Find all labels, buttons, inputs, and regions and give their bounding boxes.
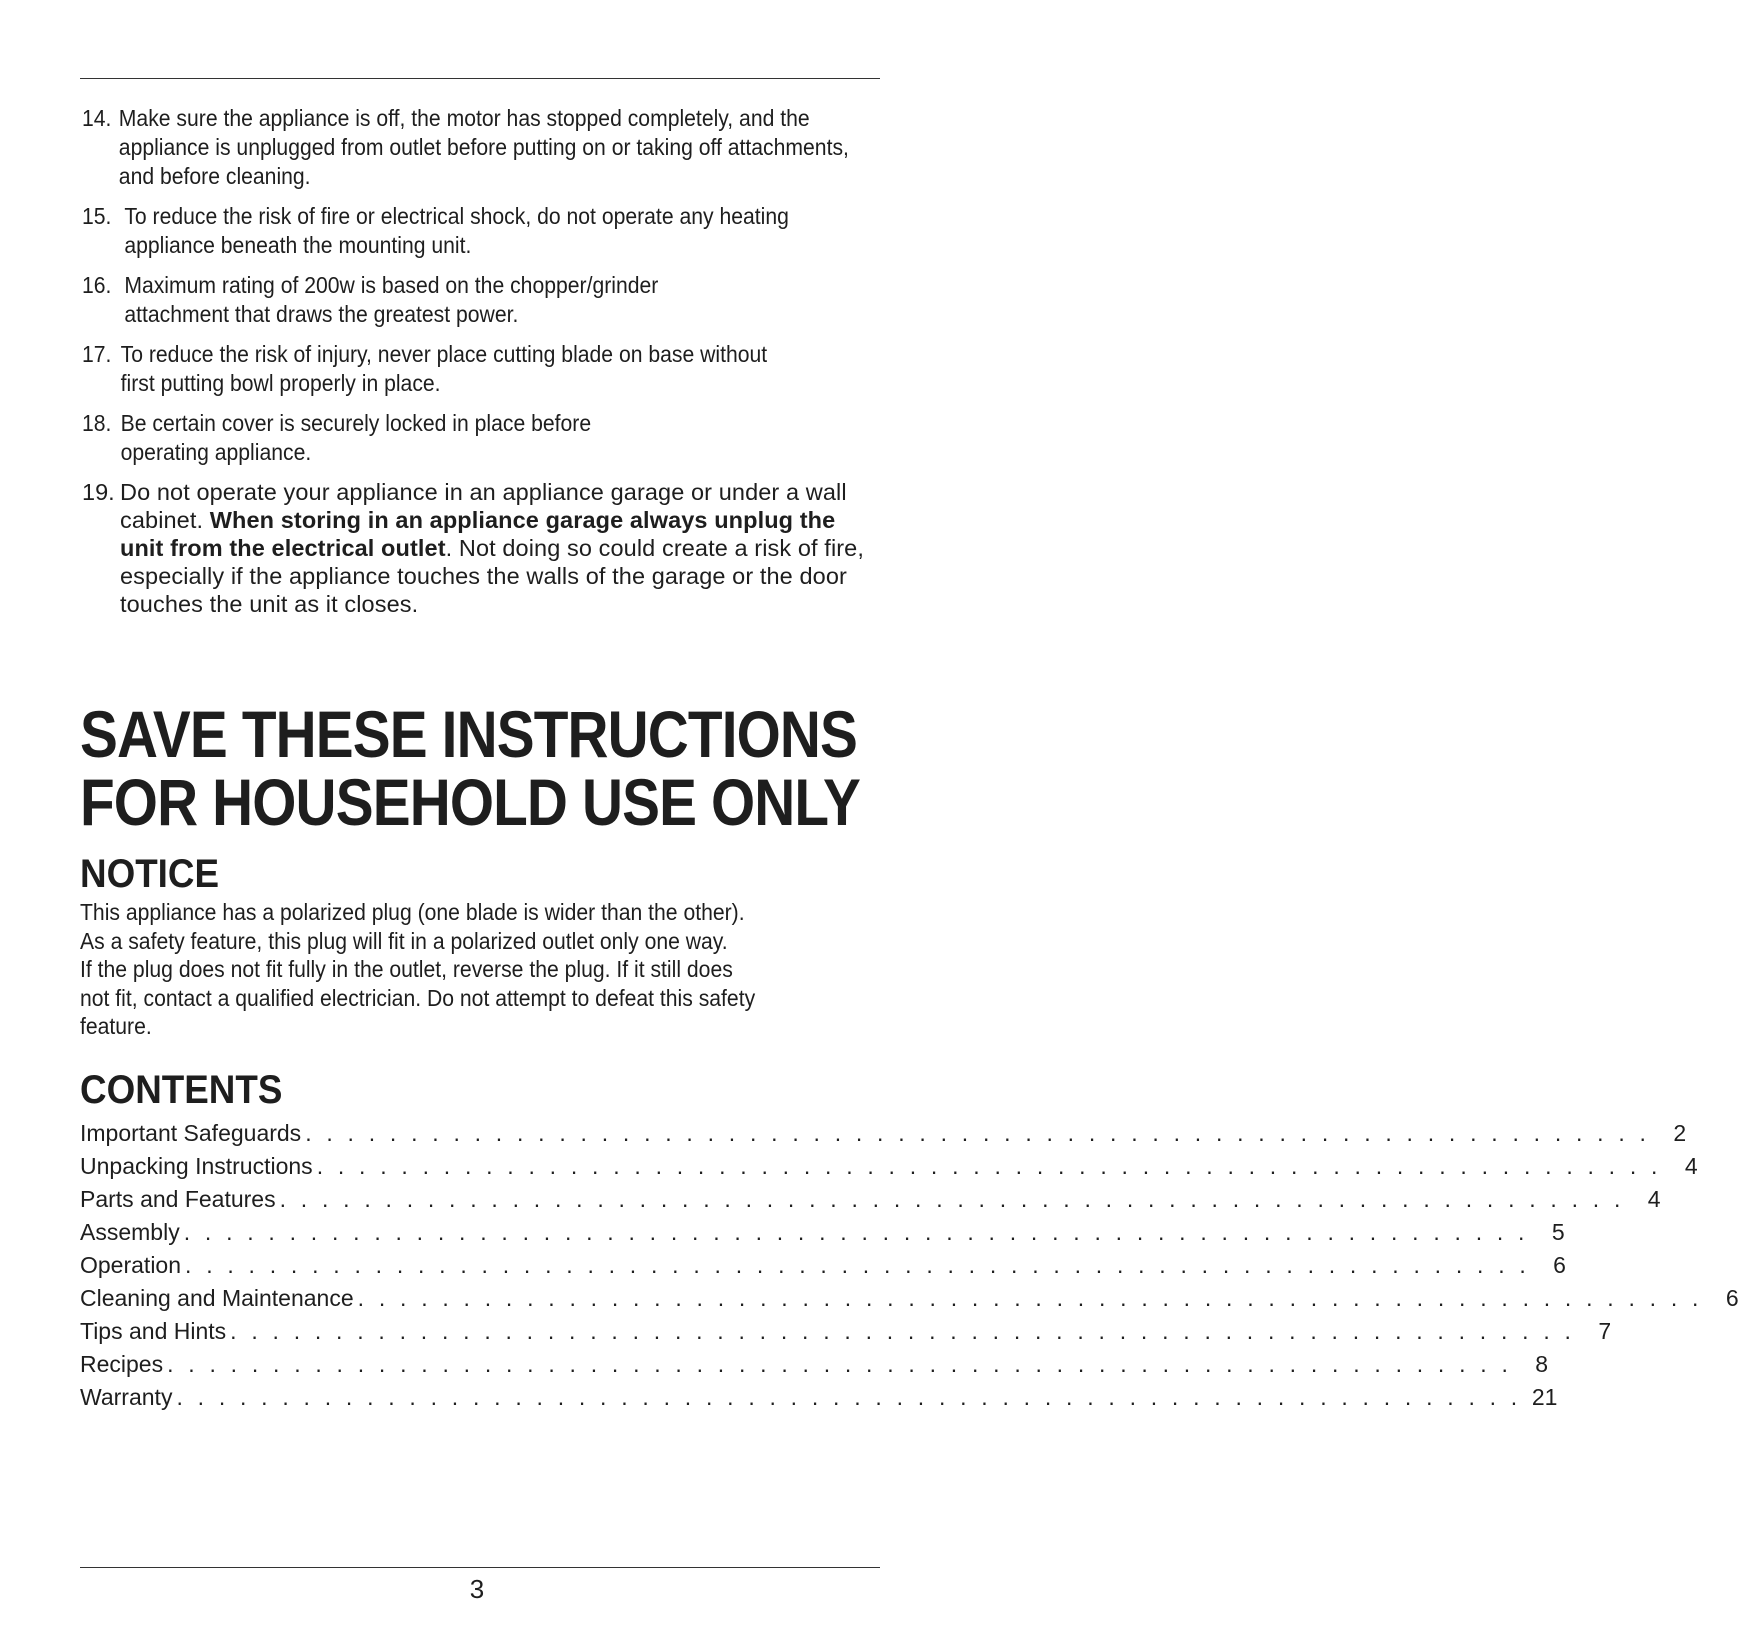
toc-label: Parts and Features — [80, 1186, 276, 1212]
toc-label: Warranty — [80, 1384, 173, 1410]
toc-page-number: 8 — [1535, 1351, 1549, 1377]
item-number: 19. — [82, 479, 115, 505]
notice-line: As a safety feature, this plug will fit in a polarized outlet only one way. — [80, 927, 728, 954]
toc-label: Unpacking Instructions — [80, 1153, 313, 1179]
toc-page-number: 2 — [1673, 1120, 1687, 1146]
item-text-tail: . Not doing so could create a risk of fire, especially if the appliance touches the walls of the garage or the door touches the unit as it closes. — [120, 535, 864, 617]
page-number: 3 — [469, 1574, 485, 1604]
toc-leader-dots: . . . . . . . . . . . . . . . . . . . . . . . . . . . . . . . . . . . . . . . . . . . . . . . . . . . . . . . . . . . . . . . . — [357, 1285, 1703, 1311]
item-text-lead: Do not operate your appliance in an appliance garage or under a wall cabinet. — [120, 479, 847, 533]
item-text: Maximum rating of 200w is based on the chopper/grinder attachment that draws the greatest power. — [124, 272, 659, 327]
item-text: Make sure the appliance is off, the motor has stopped completely, and the appliance is unplugged from outlet before putting on or taking off attachments, and before cleaning. — [118, 105, 849, 189]
safeguard-item-19 — [82, 478, 872, 618]
item-text — [120, 478, 872, 618]
toc-label: Assembly — [80, 1219, 180, 1245]
item-text-bold-warning: When storing in an appliance garage always unplug the unit from the electrical outlet — [120, 507, 836, 561]
top-divider — [80, 78, 880, 79]
table-of-contents — [80, 1117, 1739, 1414]
toc-leader-dots: . . . . . . . . . . . . . . . . . . . . . . . . . . . . . . . . . . . . . . . . . . . . . . . . . . . . . . . . . . . . . . . . — [185, 1252, 1530, 1278]
safeguard-item-18 — [82, 409, 882, 467]
toc-label: Operation — [80, 1252, 182, 1278]
notice-line: If the plug does not fit fully in the outlet, reverse the plug. If it still does — [80, 956, 733, 982]
notice-heading: NOTICE — [80, 852, 220, 896]
safeguard-item-14 — [82, 104, 882, 191]
toc-label: Cleaning and Maintenance — [80, 1285, 354, 1311]
toc-page-number: 4 — [1684, 1153, 1698, 1179]
toc-entry-cleaning-and-maintenance[interactable] — [80, 1282, 1739, 1315]
item-number: 17. — [82, 341, 112, 367]
toc-entry-operation[interactable] — [80, 1249, 1566, 1282]
toc-leader-dots: . . . . . . . . . . . . . . . . . . . . . . . . . . . . . . . . . . . . . . . . . . . . . . . . . . . . . . . . . . . . . . . . — [176, 1384, 1522, 1410]
toc-leader-dots: . . . . . . . . . . . . . . . . . . . . . . . . . . . . . . . . . . . . . . . . . . . . . . . . . . . . . . . . . . . . . . . . — [230, 1318, 1576, 1344]
toc-entry-parts-and-features[interactable] — [80, 1183, 1661, 1216]
item-number: 18. — [82, 410, 112, 436]
item-text: Be certain cover is securely locked in place before operating appliance. — [120, 410, 592, 465]
save-heading-line-1: SAVE THESE INSTRUCTIONS — [80, 697, 858, 771]
toc-leader-dots: . . . . . . . . . . . . . . . . . . . . . . . . . . . . . . . . . . . . . . . . . . . . . . . . . . . . . . . . . . . . . . . . — [167, 1351, 1513, 1377]
save-heading-line-2: FOR HOUSEHOLD USE ONLY — [80, 765, 861, 839]
toc-entry-tips-and-hints[interactable] — [80, 1315, 1612, 1348]
safeguards-list — [82, 104, 882, 629]
safeguard-item-17 — [82, 340, 882, 398]
toc-page-number: 6 — [1725, 1285, 1739, 1311]
toc-leader-dots: . . . . . . . . . . . . . . . . . . . . . . . . . . . . . . . . . . . . . . . . . . . . . . . . . . . . . . . . . . . . . . . . — [305, 1120, 1651, 1146]
toc-entry-unpacking-instructions[interactable] — [80, 1150, 1698, 1183]
item-number: 16. — [82, 272, 112, 298]
toc-page-number: 7 — [1598, 1318, 1612, 1344]
toc-page-number: 5 — [1551, 1219, 1565, 1245]
item-text: To reduce the risk of fire or electrical shock, do not operate any heating appliance beneath the mounting unit. — [124, 203, 789, 258]
toc-leader-dots: . . . . . . . . . . . . . . . . . . . . . . . . . . . . . . . . . . . . . . . . . . . . . . . . . . . . . . . . . . . . . . . . — [316, 1153, 1662, 1179]
toc-entry-assembly[interactable] — [80, 1216, 1565, 1249]
notice-line: feature. — [80, 1013, 152, 1039]
toc-leader-dots: . . . . . . . . . . . . . . . . . . . . . . . . . . . . . . . . . . . . . . . . . . . . . . . . . . . . . . . . . . . . . . . . — [279, 1186, 1625, 1212]
toc-entry-important-safeguards[interactable] — [80, 1117, 1687, 1150]
item-number: 14. — [82, 105, 112, 131]
toc-entry-recipes[interactable] — [80, 1348, 1549, 1381]
toc-page-number: 6 — [1553, 1252, 1566, 1278]
safeguard-item-16 — [82, 271, 882, 329]
toc-entry-warranty[interactable] — [80, 1381, 1558, 1414]
toc-page-number: 21 — [1531, 1384, 1558, 1410]
save-instructions-heading — [80, 697, 861, 839]
safeguard-item-15 — [82, 202, 882, 260]
bottom-divider — [80, 1567, 880, 1568]
notice-line: This appliance has a polarized plug (one blade is wider than the other). — [80, 899, 745, 925]
item-text: To reduce the risk of injury, never place cutting blade on base without first putting bowl properly in place. — [120, 341, 768, 396]
toc-label: Recipes — [80, 1351, 164, 1377]
toc-page-number: 4 — [1647, 1186, 1661, 1212]
toc-label: Important Safeguards — [80, 1120, 302, 1146]
toc-leader-dots: . . . . . . . . . . . . . . . . . . . . . . . . . . . . . . . . . . . . . . . . . . . . . . . . . . . . . . . . . . . . . . . . — [183, 1219, 1529, 1245]
contents-heading: CONTENTS — [80, 1068, 283, 1112]
toc-label: Tips and Hints — [80, 1318, 227, 1344]
item-number: 15. — [82, 203, 112, 229]
notice-line: not fit, contact a qualified electrician. Do not attempt to defeat this safety — [80, 984, 756, 1011]
notice-text — [80, 898, 844, 1041]
